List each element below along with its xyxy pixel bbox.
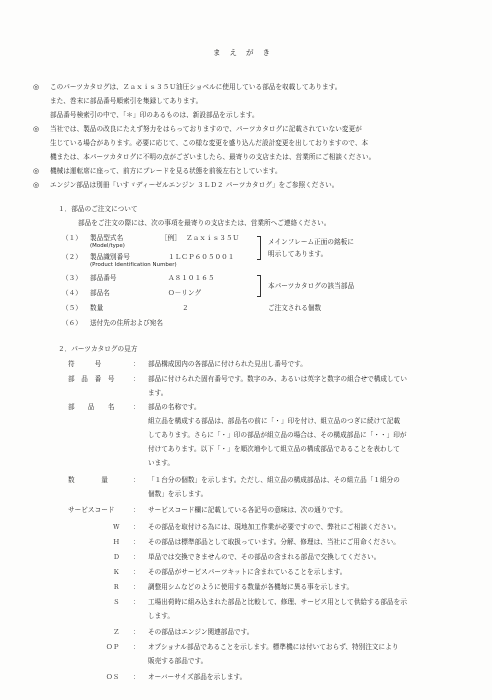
item-num: （４）: [62, 289, 82, 297]
note-line: 本パーツカタログの該当部品: [268, 282, 355, 290]
term-desc: ます。: [148, 389, 168, 397]
term-label: 符 号: [68, 360, 102, 368]
term-desc: サービスコード欄に記載している各記号の意味は、次の通りです。: [148, 506, 347, 514]
term-desc: 部品に付けられた固有番号です。数字のみ、あるいは英字と数字の組合せで構成してい: [148, 375, 407, 383]
item-num: （３）: [62, 274, 82, 282]
term-desc: してあります。さらに「・」印の部品が組立品の場合は、その構成部品に「・・」印が: [148, 431, 407, 439]
service-code: Ｒ: [113, 583, 120, 591]
note-line: メインフレーム正面の銘板に: [268, 238, 354, 246]
code-desc: その部品は標準部品として取扱っています。分解、修理は、当社にご用命ください。: [148, 538, 400, 546]
item-label: 製品型式名: [90, 234, 124, 242]
term-sep: ：: [133, 568, 140, 576]
code-desc: その部品を取付ける為には、現地加工作業が必要ですので、弊社にご相談ください。: [148, 523, 401, 531]
item-num: （６）: [62, 319, 82, 327]
term-label: 部 品 名: [68, 403, 115, 411]
code-desc: します。: [148, 612, 175, 620]
service-code: Ｄ: [113, 553, 120, 561]
term-sep: ：: [133, 476, 140, 484]
term-label: サービスコード: [68, 506, 115, 514]
item-value: Ｏ－リング: [168, 289, 202, 297]
code-desc: オーバーサイズ部品を示します。: [148, 673, 247, 681]
term-sep: ：: [133, 583, 140, 591]
code-desc: その部品がサービスパーツキットに含まれていることを示します。: [148, 568, 347, 576]
item-num: （２）: [62, 253, 82, 261]
section-desc: 部品をご注文の際には、次の事項を最寄りの支店または、営業所へご連絡ください。: [78, 219, 331, 227]
term-sep: ：: [133, 403, 140, 411]
intro-line: 部品番号検索引の中で、「＊」印のあるものは、新設部品を示します。: [50, 111, 259, 119]
term-sep: ：: [133, 506, 140, 514]
intro-line: このパーツカタログは、Ｚａｘｉｓ３５Ｕ油圧ショベルに使用している部品を収載してあります。: [50, 83, 342, 91]
intro-line: 機または、本パーツカタログに不明の点がございましたら、最寄りの支店または、営業所にご相談ください。: [50, 153, 376, 161]
intro-line: 機械は運転席に座って、前方にブレードを見る状態を前後左右としています。: [50, 167, 282, 175]
term-desc: 部品の名称です。: [148, 403, 201, 411]
note-line: 明示してあります。: [268, 250, 328, 258]
item-label: 送付先の住所および宛名: [90, 319, 164, 327]
bullet-mark: ◎: [33, 125, 40, 133]
service-code: Ｋ: [113, 568, 120, 576]
item-value: Ａ８１０１６５: [168, 274, 215, 282]
service-code: Ｈ: [113, 538, 120, 546]
bullet-mark: ◎: [33, 167, 40, 175]
term-sep: ：: [133, 538, 140, 546]
term-desc: 個数」を示します。: [148, 490, 208, 498]
intro-line: 生じている場合があります。必要に応じて、この様な変更を盛り込んだ設計変更を出しておりますので、本: [50, 139, 369, 147]
item-num: （１）: [62, 234, 82, 242]
item-value: Ｚａｘｉｓ３５Ｕ: [186, 234, 240, 242]
code-desc: 販売する部品です。: [148, 657, 208, 665]
term-desc: 付けてあります。以下「・」を順次増やして組立品の構成部品であることを表わして: [148, 445, 400, 453]
term-sep: ：: [133, 643, 140, 651]
term-desc: います。: [148, 459, 175, 467]
section-heading: １．部品のご注文について: [58, 205, 138, 213]
item-value: ２: [182, 304, 189, 312]
item-label: 部品名: [90, 289, 110, 297]
code-desc: その部品はエンジン関連部品です。: [148, 628, 254, 636]
intro-line: また、巻末に部品番号順索引を集録してあります。: [50, 97, 203, 105]
item-value: １ＬＣＰ６０５００１: [168, 253, 235, 261]
bracket: [257, 236, 261, 260]
bullet-mark: ◎: [33, 83, 40, 91]
service-code: Ｗ: [113, 523, 120, 531]
term-sep: ：: [133, 523, 140, 531]
note-line: ご注文される個数: [268, 304, 322, 312]
intro-line: 当社では、製品の改良にたえず努力をはらっておりますので、パーツカタログに記載されていない変更が: [50, 125, 362, 133]
example-prefix: ［例］: [161, 234, 181, 242]
term-sep: ：: [133, 360, 140, 368]
service-code: Ｚ: [113, 628, 120, 636]
term-desc: 「１台分の個数」を示します。ただし、組立品の構成部品は、その組立品「１組分の: [148, 476, 400, 484]
item-label: 製品識別番号: [90, 253, 130, 261]
term-desc: 部品構成図内の各部品に付けられた見出し番号です。: [148, 360, 307, 368]
code-desc: 工場出荷時に組み込まれた部品と比較して、修理、サービス用として供給する部品を示: [148, 598, 407, 606]
term-sep: ：: [133, 628, 140, 636]
term-label: 数 量: [68, 476, 108, 484]
item-label: 部品番号: [90, 274, 117, 282]
term-desc: 組立品を構成する部品は、部品名の前に「・」印を付け、組立品のつぎに続けて記載: [148, 417, 401, 425]
code-desc: 調整用シムなどのように使用する数量が各機毎に異る事を示します。: [148, 583, 354, 591]
service-code: ＯＳ: [106, 673, 120, 681]
service-code: Ｓ: [113, 598, 120, 606]
item-sublabel: (Product Identification Number): [90, 262, 177, 268]
term-label: 部 品 番 号: [68, 375, 115, 383]
item-sublabel: (Model/type): [90, 243, 125, 249]
term-sep: ：: [133, 598, 140, 606]
item-label: 数量: [90, 304, 104, 312]
page-title: まえがき: [213, 48, 279, 57]
section-heading: ２．パーツカタログの見方: [58, 345, 138, 353]
intro-line: エンジン部品は別冊「いすゞディーゼルエンジン ３ＬＤ２ パーツカタログ」をご参照ください。: [50, 181, 339, 189]
term-sep: ：: [133, 375, 140, 383]
service-code: ＯＰ: [106, 643, 120, 651]
term-sep: ：: [133, 553, 140, 561]
term-sep: ：: [133, 673, 140, 681]
code-desc: 単品では交換できませんので、その部品の含まれる部品で交換してください。: [148, 553, 381, 561]
bullet-mark: ◎: [33, 181, 40, 189]
bracket: [257, 275, 261, 297]
code-desc: オプショナル部品であることを示します。標準機には付いておらず、特別注文により: [148, 643, 399, 651]
item-num: （５）: [62, 304, 82, 312]
